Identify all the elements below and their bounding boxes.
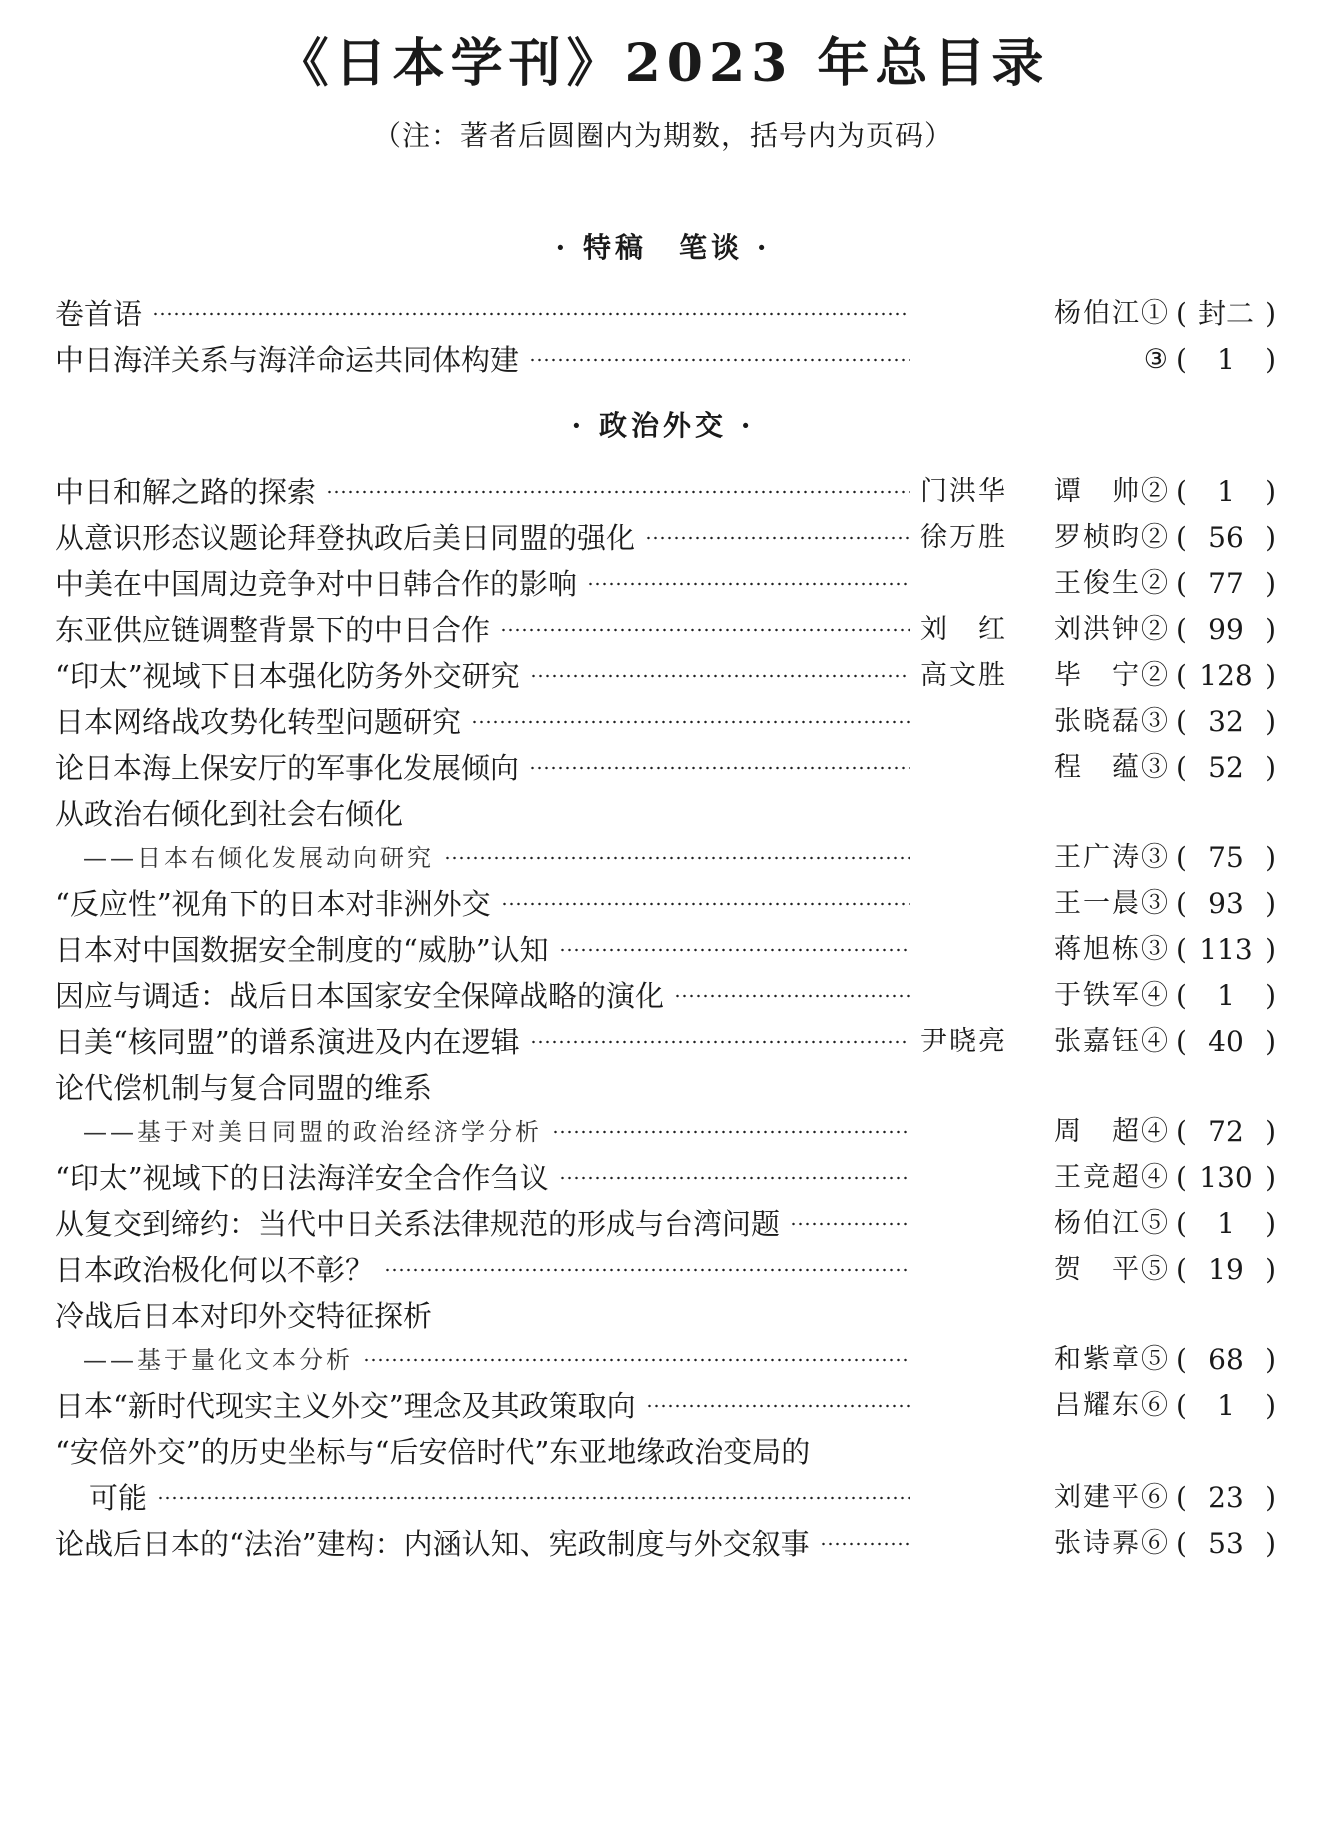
- leader-dots: [645, 536, 910, 540]
- entry-title: 从政治右倾化到社会右倾化: [55, 797, 404, 831]
- entry-page: ( 72 ): [1176, 1115, 1276, 1148]
- leader-dots: [559, 948, 910, 952]
- leader-dots: [471, 720, 910, 724]
- leader-dots: [529, 358, 910, 362]
- entry-page: ( 56 ): [1176, 521, 1276, 554]
- entry-author-issue: 和紫章⑤: [1054, 1344, 1170, 1375]
- leader-dots: [529, 766, 910, 770]
- leader-dots: [363, 1358, 910, 1362]
- toc-entry[interactable]: [55, 1386, 1276, 1426]
- toc-entry[interactable]: [55, 794, 1276, 834]
- entry-page: ( 77 ): [1176, 567, 1276, 600]
- entry-page: ( 128 ): [1176, 659, 1276, 692]
- entry-author-issue: 于铁军④: [1054, 980, 1170, 1011]
- entry-page: ( 1 ): [1176, 1389, 1276, 1422]
- entry-page: ( 32 ): [1176, 705, 1276, 738]
- leader-dots: [552, 1130, 910, 1134]
- toc-entry[interactable]: [55, 1068, 1276, 1108]
- entry-author-issue: 毕 宁②: [1054, 660, 1170, 691]
- entry-page: ( 113 ): [1176, 933, 1276, 966]
- entry-page: ( 1 ): [1176, 1207, 1276, 1240]
- entry-title: 卷首语: [55, 297, 143, 331]
- section-heading-politics: · 政治外交 ·: [571, 409, 755, 442]
- leader-dots: [157, 1496, 910, 1500]
- entry-page: ( 1 ): [1176, 475, 1276, 508]
- entry-page: ( 53 ): [1176, 1527, 1276, 1560]
- toc-entry[interactable]: [55, 340, 1276, 380]
- toc-entry[interactable]: [55, 930, 1276, 970]
- entry-author-issue: 王广涛③: [1054, 842, 1170, 873]
- entry-author: 徐万胜: [920, 522, 1007, 553]
- entry-author-issue: 刘洪钟②: [1054, 614, 1170, 645]
- toc-entry[interactable]: [55, 1524, 1276, 1564]
- leader-dots: [501, 902, 910, 906]
- toc-entry[interactable]: [55, 1204, 1276, 1244]
- entry-author-issue: 罗桢昀②: [1054, 522, 1170, 553]
- entry-page: ( 23 ): [1176, 1481, 1276, 1514]
- entry-author-issue: 贺 平⑤: [1054, 1254, 1170, 1285]
- entry-author-issue: 谭 帅②: [1054, 476, 1170, 507]
- entry-author: 高文胜: [920, 660, 1007, 691]
- entry-title: 论日本海上保安厅的军事化发展倾向: [55, 751, 520, 785]
- leader-dots: [646, 1404, 910, 1408]
- entry-page: ( 75 ): [1176, 841, 1276, 874]
- leader-dots: [790, 1222, 910, 1226]
- entry-author: 尹晓亮: [920, 1026, 1007, 1057]
- toc-entry[interactable]: [55, 1296, 1276, 1336]
- entry-page: ( 93 ): [1176, 887, 1276, 920]
- entry-title: 冷战后日本对印外交特征探析: [55, 1299, 433, 1333]
- entry-page: ( 68 ): [1176, 1343, 1276, 1376]
- entry-title: 日本政治极化何以不彰？: [55, 1253, 375, 1287]
- entry-author: 刘 红: [920, 614, 1007, 645]
- toc-entry[interactable]: [55, 472, 1276, 512]
- entry-page: ( 19 ): [1176, 1253, 1276, 1286]
- toc-entry[interactable]: [55, 1022, 1276, 1062]
- entry-title: 因应与调适：战后日本国家安全保障战略的演化: [55, 979, 665, 1013]
- entry-title: 日本网络战攻势化转型问题研究: [55, 705, 462, 739]
- toc-entry-continuation-line[interactable]: [55, 1478, 1276, 1518]
- entry-author-issue: 周 超④: [1054, 1116, 1170, 1147]
- entry-title: 东亚供应链调整背景下的中日合作: [55, 613, 491, 647]
- entry-title: 中美在中国周边竞争对中日韩合作的影响: [55, 567, 578, 601]
- entry-subtitle: ——日本右倾化发展动向研究: [83, 844, 434, 872]
- leader-dots: [530, 674, 910, 678]
- entry-author-issue: 张诗奡⑥: [1054, 1528, 1170, 1559]
- entry-title: “印太”视域下的日法海洋安全合作刍议: [55, 1161, 549, 1195]
- leader-dots: [820, 1542, 910, 1546]
- leader-dots: [326, 490, 910, 494]
- leader-dots: [444, 856, 910, 860]
- toc-entry[interactable]: [55, 748, 1276, 788]
- entry-author-issue: 王竞超④: [1054, 1162, 1170, 1193]
- entry-author-issue: 刘建平⑥: [1054, 1482, 1170, 1513]
- entry-page: ( 1 ): [1176, 343, 1276, 376]
- entry-author-issue: 张晓磊③: [1054, 706, 1170, 737]
- entry-author-issue: 程 蕴③: [1054, 752, 1170, 783]
- entry-subtitle: ——基于量化文本分析: [83, 1346, 353, 1374]
- toc-entry[interactable]: [55, 1250, 1276, 1290]
- page-title: 《日本学刊》2023 年总目录: [276, 33, 1050, 94]
- entry-title: 从复交到缔约：当代中日关系法律规范的形成与台湾问题: [55, 1207, 781, 1241]
- leader-dots: [587, 582, 910, 586]
- entry-author-issue: 张嘉钰④: [1054, 1026, 1170, 1057]
- toc-entry[interactable]: [55, 884, 1276, 924]
- entry-title: “安倍外交”的历史坐标与“后安倍时代”东亚地缘政治变局的: [55, 1435, 811, 1469]
- leader-dots: [500, 628, 910, 632]
- entry-title: “印太”视域下日本强化防务外交研究: [55, 659, 520, 693]
- entry-author: 门洪华: [920, 476, 1007, 507]
- entry-title: 日本对中国数据安全制度的“威胁”认知: [55, 933, 549, 967]
- entry-author-issue: 杨伯江①: [1054, 298, 1170, 329]
- section-heading-special: · 特稿 笔谈 ·: [555, 231, 771, 264]
- entry-title: 日美“核同盟”的谱系演进及内在逻辑: [55, 1025, 520, 1059]
- entry-title: 日本“新时代现实主义外交”理念及其政策取向: [55, 1389, 636, 1423]
- entry-author-issue: 王俊生②: [1054, 568, 1170, 599]
- toc-entry-subtitle-line[interactable]: [55, 838, 1276, 878]
- entry-title: 中日海洋关系与海洋命运共同体构建: [55, 343, 520, 377]
- entry-author-issue: 蒋旭栋③: [1054, 934, 1170, 965]
- entry-title: 论代偿机制与复合同盟的维系: [55, 1071, 433, 1105]
- toc-entry[interactable]: [55, 1432, 1276, 1472]
- leader-dots: [674, 994, 910, 998]
- toc-entry-subtitle-line[interactable]: [55, 1340, 1276, 1380]
- toc-entry[interactable]: [55, 1158, 1276, 1198]
- entry-author-issue: ③: [1143, 344, 1170, 375]
- toc-entry[interactable]: [55, 564, 1276, 604]
- entry-page: ( 1 ): [1176, 979, 1276, 1012]
- entry-page: ( 52 ): [1176, 751, 1276, 784]
- entry-title-continuation: 可能: [89, 1481, 148, 1515]
- entry-page: ( 封二 ): [1176, 297, 1276, 330]
- toc-entry[interactable]: [55, 656, 1276, 696]
- toc-entry[interactable]: [55, 976, 1276, 1016]
- entry-title: 中日和解之路的探索: [55, 475, 317, 509]
- entry-subtitle: ——基于对美日同盟的政治经济学分析: [83, 1118, 542, 1146]
- entry-page: ( 130 ): [1176, 1161, 1276, 1194]
- entry-page: ( 99 ): [1176, 613, 1276, 646]
- entry-title: 从意识形态议题论拜登执政后美日同盟的强化: [55, 521, 636, 555]
- leader-dots: [530, 1040, 910, 1044]
- toc-entry[interactable]: [55, 518, 1276, 558]
- toc-entry[interactable]: [55, 294, 1276, 334]
- leader-dots: [559, 1176, 910, 1180]
- toc-entry[interactable]: [55, 610, 1276, 650]
- leader-dots: [384, 1268, 910, 1272]
- entry-author-issue: 吕耀东⑥: [1054, 1390, 1170, 1421]
- toc-entry-subtitle-line[interactable]: [55, 1112, 1276, 1152]
- toc-entry[interactable]: [55, 702, 1276, 742]
- entry-author-issue: 杨伯江⑤: [1054, 1208, 1170, 1239]
- entry-title: 论战后日本的“法治”建构：内涵认知、宪政制度与外交叙事: [55, 1527, 810, 1561]
- leader-dots: [152, 312, 910, 316]
- entry-author-issue: 王一晨③: [1054, 888, 1170, 919]
- entry-title: “反应性”视角下的日本对非洲外交: [55, 887, 491, 921]
- entry-page: ( 40 ): [1176, 1025, 1276, 1058]
- page-note: （注：著者后圆圈内为期数，括号内为页码）: [372, 119, 953, 152]
